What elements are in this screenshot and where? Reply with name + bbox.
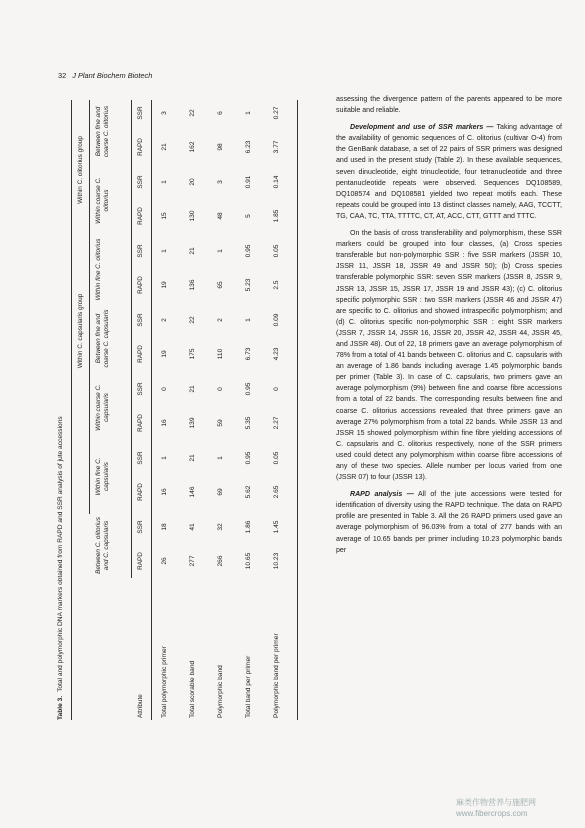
table-cell: 0.91 [245,175,252,189]
table-caption-text: Total and polymorphic DNA markers obtained from RAPD and SSR analysis of jute accessions [57,416,64,692]
table-cell: 0.27 [273,106,280,120]
table-cell: 22 [189,109,196,117]
subgroup-header: Within coarse C. olitorius [95,177,110,224]
table-cell: 0.14 [273,175,280,189]
table-cell: 2 [161,318,168,322]
table-cell: 175 [189,348,196,360]
running-head [58,71,152,80]
table-cell: 130 [189,210,196,222]
marker-header: SSR [137,244,144,258]
group-header-capsularis: Within C. capsularis group [77,293,84,369]
table-caption-label: Table 3. [57,695,64,720]
subgroup-header: Between fine and coarse C. olitorius [95,105,110,158]
table-cell: 162 [189,141,196,153]
table-cell: 4.23 [273,347,280,361]
table-cell: 139 [189,417,196,429]
marker-header: RAPD [137,276,144,294]
table-cell: 6.23 [245,140,252,154]
table-cell: 59 [217,419,224,427]
paragraph-ssr-text: Taking advantage of the availability of genomic sequences of C. olitorius (cultivar O-4) from the GenBank database, a set of 22 pairs of SSR primers was designed and used in the present study (Table 2). In these available sequences, seven dinucleotide, eight trinucleotide, four tetranucleotide and three pentanucleotide repeats were observed. Sequences DQ108589, DQ108574 and DQ108581 yielded two repeat motifs each. These repeats could be grouped into 13 distinct classes namely, AAG, TCCTT, TG, CAA, TC, TTA, TTTTC, CT, AT, ACC, CTT, GTTT and TTTC. [336,124,562,220]
table-cell: 0.95 [245,451,252,465]
table-caption [57,416,65,720]
page-number: 32 [58,71,67,80]
table-cell: 19 [161,350,168,358]
table-cell: 277 [189,555,196,567]
table-rotated-content [45,92,308,728]
table-cell: 41 [189,523,196,531]
table-cell: 5.62 [245,485,252,499]
marker-header: RAPD [137,207,144,225]
table-cell: 136 [189,279,196,291]
paragraph-rapd-text: All of the jute accessions were tested for identification of diversity using the RAPD technique. The data on RAPD profile are presented in Table 3. All the 26 RAPD primers used gave an average polymorphism of 96.03% from a total of 277 bands with an average of 10.65 bands per primer including 10.23 polymorphic bands per [336,491,562,554]
table-bottom-rule [297,100,298,720]
table-cell: 10.23 [273,552,280,570]
table-cell: 2.27 [273,416,280,430]
marker-header: RAPD [137,345,144,363]
table-cell: 48 [217,212,224,220]
journal-name: J Plant Biochem Biotech [72,71,153,80]
table-cell: 3 [217,180,224,184]
subgroup-header: Between fine and coarse C. capsularis [95,309,110,368]
table-cell: 2.5 [273,280,280,290]
table-cell: 21 [161,143,168,151]
heading-rapd-analysis: RAPD analysis — [350,491,414,499]
subheader-rule [131,100,132,578]
table-cell: 5.35 [245,416,252,430]
table-cell: 21 [189,247,196,255]
marker-header: RAPD [137,414,144,432]
table-cell: 6.73 [245,347,252,361]
subgroup-header: Within fine C. capsularis [95,457,110,496]
table-cell: 0.95 [245,382,252,396]
heading-ssr-markers: Development and use of SSR markers — [350,124,494,132]
table-cell: 2 [217,318,224,322]
table-cell: 65 [217,281,224,289]
table-cell: 146 [189,486,196,498]
table-cell: 0.05 [273,244,280,258]
paragraph-classes: On the basis of cross transferability and polymorphism, these SSR markers could be grouped into four classes, (a) Cross species transferable but non-polymorphic SSR : five SSR markers (JSSR 10, JSSR 11, JSSR 18, JSSR 49 and JSSR 50); (b) Cross species transferable polymorphic SSR: seven SSR markers (JSSR 8, JSSR 9, JSSR 13, JSSR 15, JSSR 17, JSSR 19 and JSSR 43); (c) C. olitorius specific polymorphic SSR : two SSR markers (JSSR 46 and JSSR 47) are specific to C. olitorius and showed intraspecific polymorphism; and (d) C. olitorius specific non-polymorphic SSR : eight SSR markers (JSSR 7, JSSR 14, JSSR 16, JSSR 20, JSSR 42, JSSR 44, JSSR 45, and JSSR 48). Out of 22, 18 primers gave an average polymorphism of 78% from a total of 41 bands between C. olitorius and C. capsularis with an average of 1.86 bands including average 1.45 polymorphic bands per primer (Table 3). In case of C. capsularis, two primers gave an average polymorphism (9%) between fine and coarse fibre accessions from a total of 22 bands. The corresponding results between fine and coarse C. olitorius accessions revealed that three primers gave an average 27% polymorphism from a total 22 bands. While JSSR 13 and JSSR 15 showed polymorphism within fine fibre yielding accessions of C. capsularis and C. olitorius respectively, none of the SSR primers used could detect any polymorphism within coarse fibre accessions of any of these two species. Allele number per locus varied from one (JSSR 07) to four (JSSR 13). [336,230,562,482]
watermark-line-2: www.fibercrops.com [456,809,528,818]
marker-header: SSR [137,313,144,327]
watermark-line-1: 麻类作物营养与施肥网 [456,798,536,807]
table-cell: 22 [189,316,196,324]
table-cell: 0.05 [273,451,280,465]
table-row-label: Total scorable band [189,660,196,718]
table-cell: 0.95 [245,244,252,258]
table-cell: 110 [217,348,224,360]
subgroup-header: Within fine C. olitorius [95,238,102,301]
table-cell: 1 [245,111,252,115]
table-cell: 1 [245,318,252,322]
subgroup-header: Within coarse C. capsularis [95,384,110,431]
table-cell: 2.65 [273,485,280,499]
paragraph-rapd [336,489,562,556]
table-row-label: Total band per primer [245,655,252,718]
table-cell: 5.23 [245,278,252,292]
table-cell: 26 [161,557,168,565]
table-cell: 32 [217,523,224,531]
watermark [456,797,536,819]
table-cell: 0 [273,387,280,391]
table-row-label: Polymorphic band per primer [273,633,280,718]
table-row-label: Total polymorphic primer [161,646,168,718]
marker-header: RAPD [137,552,144,570]
body-column [336,94,562,562]
subgroup-header: Between C. olitorius and C. capsularis [95,517,110,574]
paragraph-ssr [336,122,562,222]
header-bottom-rule [151,100,152,720]
table-cell: 20 [189,178,196,186]
marker-header: SSR [137,382,144,396]
table-cell: 18 [161,523,168,531]
table-cell: 69 [217,488,224,496]
table-cell: 0 [161,387,168,391]
marker-header: RAPD [137,483,144,501]
table-cell: 15 [161,212,168,220]
table-cell: 21 [189,454,196,462]
table-3 [45,92,308,728]
table-cell: 1.85 [273,209,280,223]
table-cell: 1 [161,180,168,184]
table-cell: 98 [217,143,224,151]
table-cell: 1.45 [273,520,280,534]
table-row-label: Polymorphic band [217,665,224,718]
table-cell: 10.65 [245,552,252,570]
table-cell: 266 [217,555,224,567]
marker-header: SSR [137,520,144,534]
table-top-rule [71,100,72,720]
table-cell: 0 [217,387,224,391]
table-cell: 3 [161,111,168,115]
table-cell: 5 [245,214,252,218]
paragraph-intro: assessing the divergence pattern of the parents appeared to be more suitable and reliable. [336,96,562,115]
table-cell: 1 [217,456,224,460]
group-header-olitorius: Within C. olitorius group [77,136,84,204]
table-cell: 19 [161,281,168,289]
table-cell: 1 [161,249,168,253]
table-cell: 3.77 [273,140,280,154]
attribute-header: Attribute [137,694,144,718]
marker-header: SSR [137,106,144,120]
marker-header: SSR [137,451,144,465]
table-cell: 1 [161,456,168,460]
marker-header: SSR [137,175,144,189]
table-cell: 16 [161,488,168,496]
table-cell: 16 [161,419,168,427]
table-cell: 1 [217,249,224,253]
marker-header: RAPD [137,138,144,156]
table-cell: 0.09 [273,313,280,327]
table-cell: 6 [217,111,224,115]
group-rule [89,100,90,514]
table-cell: 21 [189,385,196,393]
table-cell: 1.86 [245,520,252,534]
